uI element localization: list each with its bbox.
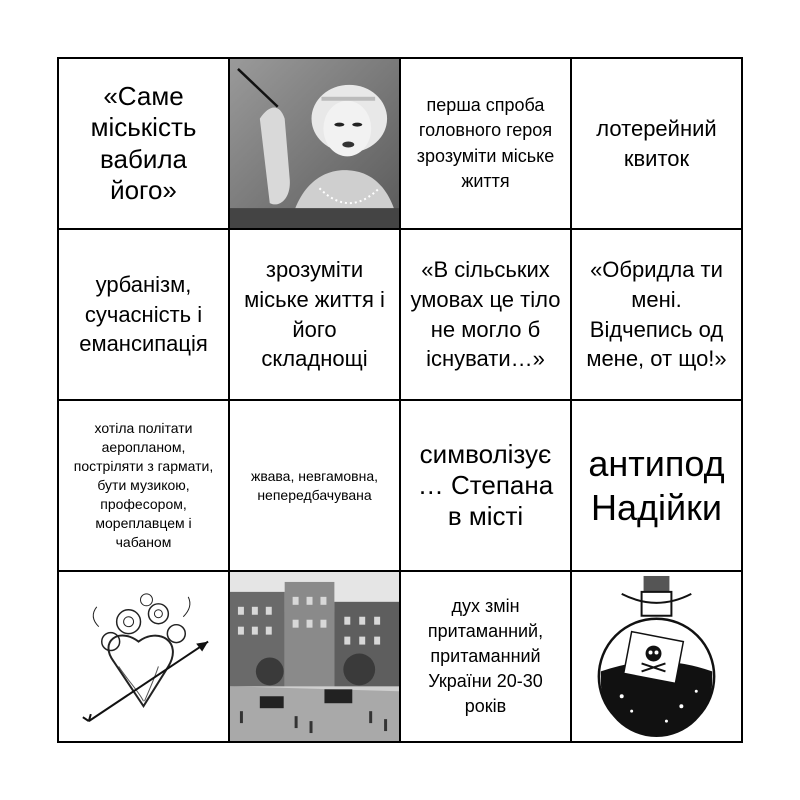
- cell-text: символізує … Степана в місті: [417, 438, 554, 532]
- bingo-cell-r3c2[interactable]: [229, 400, 400, 571]
- bingo-cell-r4c3[interactable]: [400, 571, 571, 742]
- bingo-cell-r1c3[interactable]: [400, 58, 571, 229]
- cell-text: перша спроба головного героя зрозуміти міське життя: [416, 95, 555, 191]
- cell-text: дух змін притаманний, притаманний України 20-30 років: [427, 595, 544, 717]
- bingo-cell-r1c1[interactable]: [58, 58, 229, 229]
- bingo-cell-r2c1[interactable]: [58, 229, 229, 400]
- cell-text: «В сільських умовах це тіло не могло б існувати…»: [410, 257, 561, 372]
- bingo-cell-r4c2[interactable]: [229, 571, 400, 742]
- poison-bottle-icon: [572, 572, 741, 741]
- cell-text: зрозуміти міське життя і його складнощі: [244, 257, 385, 372]
- cell-text: «Саме міськість вабила його»: [90, 81, 197, 205]
- bingo-cell-r2c3[interactable]: [400, 229, 571, 400]
- bingo-cell-r1c4[interactable]: [571, 58, 742, 229]
- cell-text: урбанізм, сучасність і емансипація: [79, 271, 208, 357]
- flapper-woman-photo-icon: [230, 59, 399, 228]
- bingo-board: [57, 57, 743, 743]
- cell-text: хотіла політати аеропланом, постріляти з гармати, бути музикою, професором, мореплавцем і чабаном: [73, 420, 214, 550]
- bingo-cell-r4c1[interactable]: [58, 571, 229, 742]
- bingo-cell-r3c3[interactable]: [400, 400, 571, 571]
- cell-text: антипод Надійки: [588, 443, 725, 528]
- cell-text: «Обридла ти мені. Відчепись од мене, от що!»: [586, 257, 727, 372]
- bingo-cell-r2c2[interactable]: [229, 229, 400, 400]
- cell-text: жвава, невгамовна, непередбачувана: [250, 467, 379, 503]
- bingo-cell-r2c4[interactable]: [571, 229, 742, 400]
- old-city-street-photo-icon: [230, 572, 399, 741]
- cell-text: лотерейний квиток: [596, 115, 717, 171]
- bingo-cell-r3c1[interactable]: [58, 400, 229, 571]
- bingo-cell-r4c4[interactable]: [571, 571, 742, 742]
- bingo-cell-r1c2[interactable]: [229, 58, 400, 229]
- floral-heart-icon: [59, 572, 228, 741]
- bingo-cell-r3c4[interactable]: [571, 400, 742, 571]
